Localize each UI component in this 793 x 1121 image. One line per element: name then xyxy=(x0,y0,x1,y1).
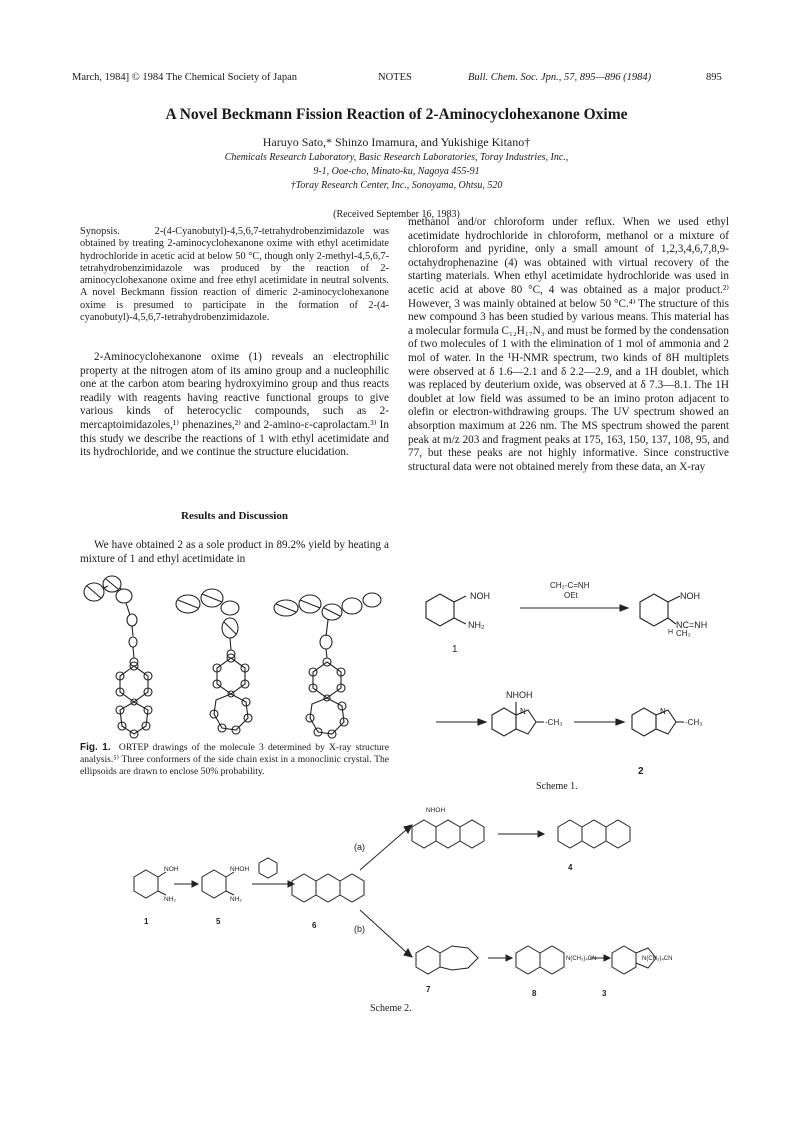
s2-nhoh-5: NHOH xyxy=(230,866,250,873)
s1-ncnh: NC=NH xyxy=(676,620,708,630)
s1-nh2-1: NH₂ xyxy=(468,620,485,630)
s2-num-4: 4 xyxy=(568,863,573,872)
s1-noh-2: NOH xyxy=(680,591,700,601)
s1-nhoh: NHOH xyxy=(506,690,533,700)
s2-num-8: 8 xyxy=(532,989,537,998)
s2-nhoh-a: NHOH xyxy=(426,807,446,814)
s2-nh2-5: NH₂ xyxy=(230,896,242,903)
s2-num-7: 7 xyxy=(426,985,431,994)
figure-1-caption-text: ORTEP drawings of the molecule 3 determined by X-ray structure analysis.⁵⁾ Three conformers of the side chain exist in a monoclinic crystal. The ellipsoids are drawn to enclose 50% probability. xyxy=(80,742,390,777)
section-heading: Results and Discussion xyxy=(181,510,288,522)
scheme-1-caption: Scheme 1. xyxy=(536,781,578,792)
running-header-journal: Bull. Chem. Soc. Jpn., 57, 895—896 (1984) xyxy=(468,72,652,83)
figure-1-label: Fig. 1. xyxy=(80,742,111,753)
affiliation-line-2: 9-1, Ooe-cho, Minato-ku, Nagoya 455-91 xyxy=(313,166,480,177)
affiliation-line-3: †Toray Research Center, Inc., Sonoyama, Ohtsu, 520 xyxy=(290,180,503,191)
results-paragraph-continued: methanol and/or chloroform under reflux. When we used ethyl acetimidate hydrochloride in chloroform, methanol or a mixture of chloroform and pyridine, only a small amount of 1,2,3,4,6,7,8,9-octahydrophenazine (4) was obtained with virtual recovery of the starting materials. When ethyl acetimidate hydrochloride was used in acetic acid at above 80 °C, 4 was obtained as a major product.²⁾ However, 3 was mainly obtained at below 50 °C.⁴⁾ The structure of this new compound 3 has been studied by various means. This material has a molecular formula C₁₂H₁₇N₃ and must be formed by the condensation of two molecules of 1 with the elimination of 1 mol of ammonia and 2 mol of water. In the ¹H-NMR spectrum, two kinds of 8H multiplets were observed at δ 1.6—2.1 and δ 2.2—2.9, and a 1H doublet, which was replaced by deuterium oxide, was observed at δ 7.3—8.1. The 1H doublet at low field was assumed to be an imino proton adjacent to olefin or electron-withdrawing groups. The UV spectrum showed an absorption maximum at 226 nm. The MS spectrum showed the parent peak at m/z 203 and fragment peaks at 175, 163, 150, 137, 108, 95, and 77, but these peaks are not highly informative. Since constructive structural data were not obtained merely from these data, an X-ray xyxy=(408,216,729,473)
s2-path-a: (a) xyxy=(354,842,365,852)
s1-h: H xyxy=(668,629,674,636)
s2-path-b: (b) xyxy=(354,924,365,934)
ortep-figure xyxy=(80,570,392,742)
article-title: A Novel Beckmann Fission Reaction of 2-Aminocyclohexanone Oxime xyxy=(165,106,628,123)
s1-reagent-bottom: OEt xyxy=(564,591,578,600)
received-date: (Received September 16, 1983) xyxy=(333,209,460,220)
synopsis-text: 2-(4-Cyanobutyl)-4,5,6,7-tetrahydrobenzimidazole was obtained by treating 2-aminocyclohexanone oxime with ethyl acetimidate hydrochloride in acetic acid at below 50 °C, though only 2-methyl-4,5,6,7-tetrahydrobenzimidazole was produced by the reaction of 2-aminocyclohexanone oxime and free ethyl acetimidate in neutral solvents. A novel Beckmann fission reaction of dimeric 2-aminocyclohexanone oxime is presumed to participate in the formation of 2-(4-cyanobutyl)-4,5,6,7-tetrahydrobenzimidazole. xyxy=(80,226,389,324)
s1-noh-1: NOH xyxy=(470,591,490,601)
s1-n-b: N xyxy=(660,707,666,716)
ortep-conformer-2 xyxy=(176,589,252,734)
synopsis xyxy=(80,226,389,324)
s2-num-3: 3 xyxy=(602,989,607,998)
s1-reagent-top: CH₃-C=NH xyxy=(550,581,590,590)
author-list: Haruyo Sato,* Shinzo Imamura, and Yukishige Kitano† xyxy=(262,135,531,149)
results-paragraph-start: We have obtained 2 as a sole product in 89.2% yield by heating a mixture of 1 and ethyl acetimidate in xyxy=(80,539,389,565)
s2-noh-1: NOH xyxy=(164,866,179,873)
s1-ch3: CH₃ xyxy=(676,629,691,638)
s1-ch3-a: -CH₃ xyxy=(545,718,563,727)
scheme-2-caption: Scheme 2. xyxy=(370,1003,412,1014)
intro-paragraph: 2-Aminocyclohexanone oxime (1) reveals an electrophilic property at the nitrogen atom of its amino group and a nucleophilic one at the carbon atom bearing hydroxyimino group and thus reacts readily with reagents having reactive functional groups to give various kinds of heterocyclic compounds, such as 2-mercaptoimidazoles,¹⁾ phenazines,²⁾ and 2-amino-ε-caprolactam.³⁾ In this study we describe the reactions of 1 with ethyl acetimidate and its hydrochloride, and we continue the structure elucidation. xyxy=(80,351,389,459)
page-number: 895 xyxy=(706,72,722,83)
running-header-center: NOTES xyxy=(378,72,412,83)
s1-ch3-b: -CH₃ xyxy=(685,718,703,727)
scheme-1 xyxy=(408,574,729,794)
s2-num-6: 6 xyxy=(312,921,317,930)
s1-n-a: N xyxy=(520,707,526,716)
scheme-2 xyxy=(128,800,688,1000)
s2-num-5: 5 xyxy=(216,917,221,926)
running-header-left: March, 1984] © 1984 The Chemical Society of Japan xyxy=(72,72,298,83)
s2-side-8: N(CH₂)₄CN xyxy=(566,956,597,962)
synopsis-label: Synopsis. xyxy=(80,226,120,237)
s1-num-2: 2 xyxy=(638,766,644,777)
s2-num-1: 1 xyxy=(144,917,149,926)
s2-nh2-1: NH₂ xyxy=(164,896,176,903)
figure-1-caption xyxy=(80,742,389,777)
ortep-conformer-3 xyxy=(274,593,381,738)
s2-side-3: N(CH₂)₄CN xyxy=(642,956,673,962)
affiliation-line-1: Chemicals Research Laboratory, Basic Research Laboratories, Toray Industries, Inc., xyxy=(224,152,569,163)
s1-num-1: 1 xyxy=(452,644,458,655)
ortep-conformer-1 xyxy=(84,576,152,738)
